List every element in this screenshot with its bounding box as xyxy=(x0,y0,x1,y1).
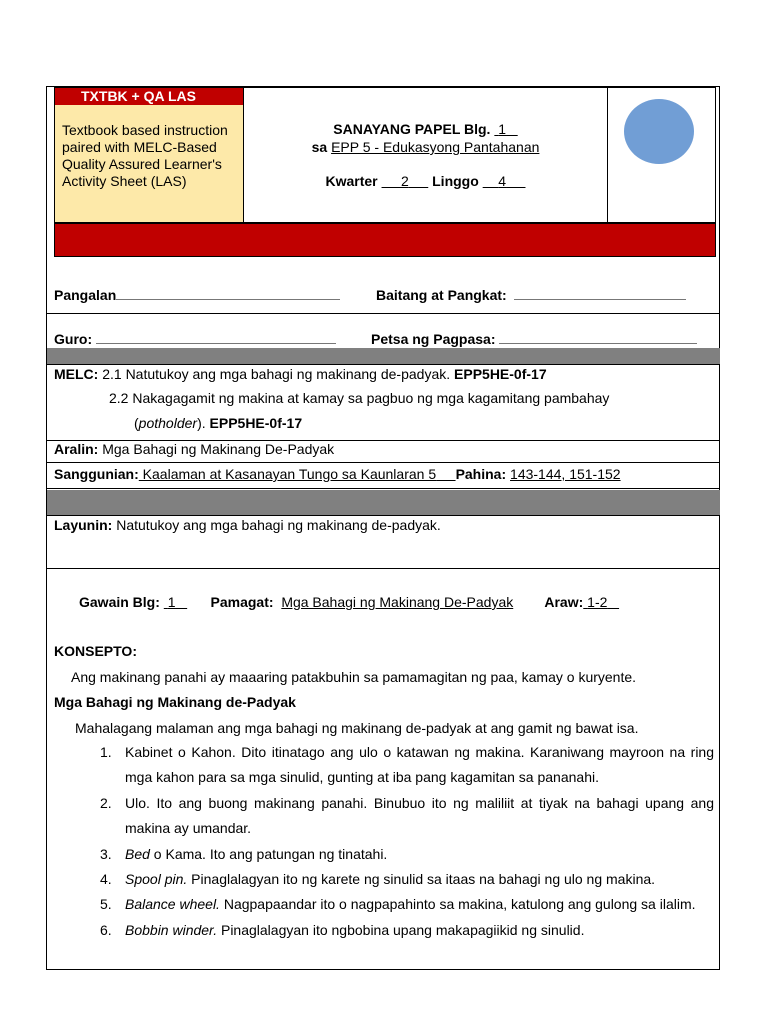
gray-separator xyxy=(47,348,720,364)
guro-field[interactable] xyxy=(96,330,336,344)
aralin-value: Mga Bahagi ng Makinang De-Padyak xyxy=(102,441,335,457)
list-item xyxy=(54,892,714,917)
red-banner xyxy=(54,223,716,257)
list-item-term: Balance wheel. xyxy=(125,896,220,913)
pahina-label: Pahina: xyxy=(455,466,507,482)
konsepto-heading: KONSEPTO: xyxy=(54,643,137,659)
konsepto-intro: Ang makinang panahi ay maaaring patakbuhin sa pamamagitan ng paa, kamay o kuryente. xyxy=(71,669,637,685)
araw-value: 1-2 xyxy=(587,594,608,610)
list-item xyxy=(54,740,714,791)
linggo-value: 4 xyxy=(498,173,507,189)
layunin-label: Layunin: xyxy=(54,517,113,533)
konsepto-subheading: Mga Bahagi ng Makinang de-Padyak xyxy=(54,694,296,710)
list-item-text: Nagpapaandar ito o nagpapahinto sa makina, katulong ang gulong sa ilalim. xyxy=(219,896,696,913)
guro-row xyxy=(54,330,336,348)
pangalan-label: Pangalan xyxy=(54,287,117,303)
list-item-number: 1. xyxy=(100,744,112,760)
melc-code-1: EPP5HE-0f-17 xyxy=(454,366,547,382)
pamagat-value: Mga Bahagi ng Makinang De-Padyak xyxy=(281,594,514,610)
sanggunian-value: Kaalaman at Kasanayan Tungo sa Kaunlaran 5 xyxy=(138,466,437,482)
divider xyxy=(47,488,720,489)
list-item xyxy=(54,918,714,943)
kwarter-label: Kwarter xyxy=(325,173,378,189)
list-item-number: 2. xyxy=(100,794,112,811)
baitang-row xyxy=(376,286,686,304)
list-item-text: Kabinet o Kahon. Dito itinatago ang ulo o katawan ng makina. Karaniwang mayroon na ring mga kahon para sa mga sinulid, gunting at iba pang kagamitan sa pananahi. xyxy=(125,744,714,786)
list-item xyxy=(54,867,714,892)
melc-item-1: 2.1 Natutukoy ang mga bahagi ng makinang de-padyak. xyxy=(102,366,451,382)
parts-list xyxy=(54,740,714,943)
baitang-field[interactable] xyxy=(514,286,686,300)
konsepto-lead: Mahalagang malaman ang mga bahagi ng makinang de-padyak at ang gamit ng bawat isa. xyxy=(75,720,639,736)
list-item-term: Spool pin. xyxy=(125,871,188,888)
divider xyxy=(47,462,720,463)
list-item-text: o Kama. Ito ang patungan ng tinatahi. xyxy=(149,845,388,862)
list-item-term: Bobbin winder. xyxy=(125,921,218,938)
list-item-number: 3. xyxy=(100,845,112,862)
melc-label: MELC: xyxy=(54,366,99,382)
melc-line-1 xyxy=(54,366,547,383)
pamagat-label: Pamagat: xyxy=(210,594,274,610)
petsa-label: Petsa ng Pagpasa: xyxy=(371,331,496,347)
list-item xyxy=(54,791,714,842)
sanggunian-row xyxy=(54,466,621,483)
divider xyxy=(47,515,720,516)
subject-name: EPP 5 - Edukasyong Pantahanan xyxy=(331,139,540,155)
sheet-title: SANAYANG PAPEL Blg. xyxy=(333,121,491,137)
header-title-box xyxy=(244,87,608,223)
list-item-number: 4. xyxy=(100,871,112,888)
petsa-row xyxy=(371,330,697,348)
list-item-text: Pinaglalagyan ito ng karete ng sinulid sa itaas na bahagi ng ulo ng makina. xyxy=(187,871,656,888)
header-description: Textbook based instruction paired with MELC-Based Quality Assured Learner's Activity Sheet (LAS) xyxy=(62,122,228,189)
gawain-row xyxy=(79,594,619,611)
list-item xyxy=(54,842,714,867)
sanggunian-label: Sanggunian: xyxy=(54,466,139,482)
list-item-number: 5. xyxy=(100,896,112,913)
aralin-label: Aralin: xyxy=(54,441,99,457)
melc-item-2: 2.2 Nakagagamit ng makina at kamay sa pagbuo ng mga kagamitang pambahay xyxy=(109,390,610,406)
guro-label: Guro: xyxy=(54,331,93,347)
header-info-box xyxy=(54,87,244,223)
divider xyxy=(47,364,720,365)
list-item-text: Pinaglalagyan ito ngbobina upang makapagiikid ng sinulid. xyxy=(217,921,585,938)
subject-prefix: sa xyxy=(311,139,328,155)
pangalan-field[interactable] xyxy=(116,286,340,300)
aralin-row xyxy=(54,441,334,458)
gawain-number: 1 xyxy=(167,594,176,610)
sheet-number: 1 xyxy=(498,121,507,137)
list-item-text: Ulo. Ito ang buong makinang panahi. Binubuo ito ng maliliit at tiyak na bahagi upang ang makina ay umandar. xyxy=(125,794,714,837)
pahina-value: 143-144, 151-152 xyxy=(510,466,621,482)
list-item-number: 6. xyxy=(100,921,112,938)
divider xyxy=(47,313,720,314)
layunin-row xyxy=(54,517,441,534)
logo-circle-icon xyxy=(624,99,694,164)
header-logo-box xyxy=(607,87,716,223)
divider xyxy=(47,568,720,569)
pangalan-row xyxy=(54,286,340,304)
txtbk-badge: TXTBK + QA LAS xyxy=(55,88,243,105)
petsa-field[interactable] xyxy=(499,330,697,344)
gray-separator xyxy=(47,490,720,515)
melc-line-3: (potholder). EPP5HE-0f-17 xyxy=(134,415,303,431)
layunin-value: Natutukoy ang mga bahagi ng makinang de-padyak. xyxy=(116,517,441,533)
araw-label: Araw: xyxy=(544,594,584,610)
linggo-label: Linggo xyxy=(432,173,479,189)
baitang-label: Baitang at Pangkat: xyxy=(376,287,507,303)
melc-potholder: potholder xyxy=(138,415,198,431)
gawain-label: Gawain Blg: xyxy=(79,594,160,610)
melc-code-2: EPP5HE-0f-17 xyxy=(209,415,303,431)
kwarter-value: 2 xyxy=(400,173,409,189)
list-item-term: Bed xyxy=(125,845,150,862)
